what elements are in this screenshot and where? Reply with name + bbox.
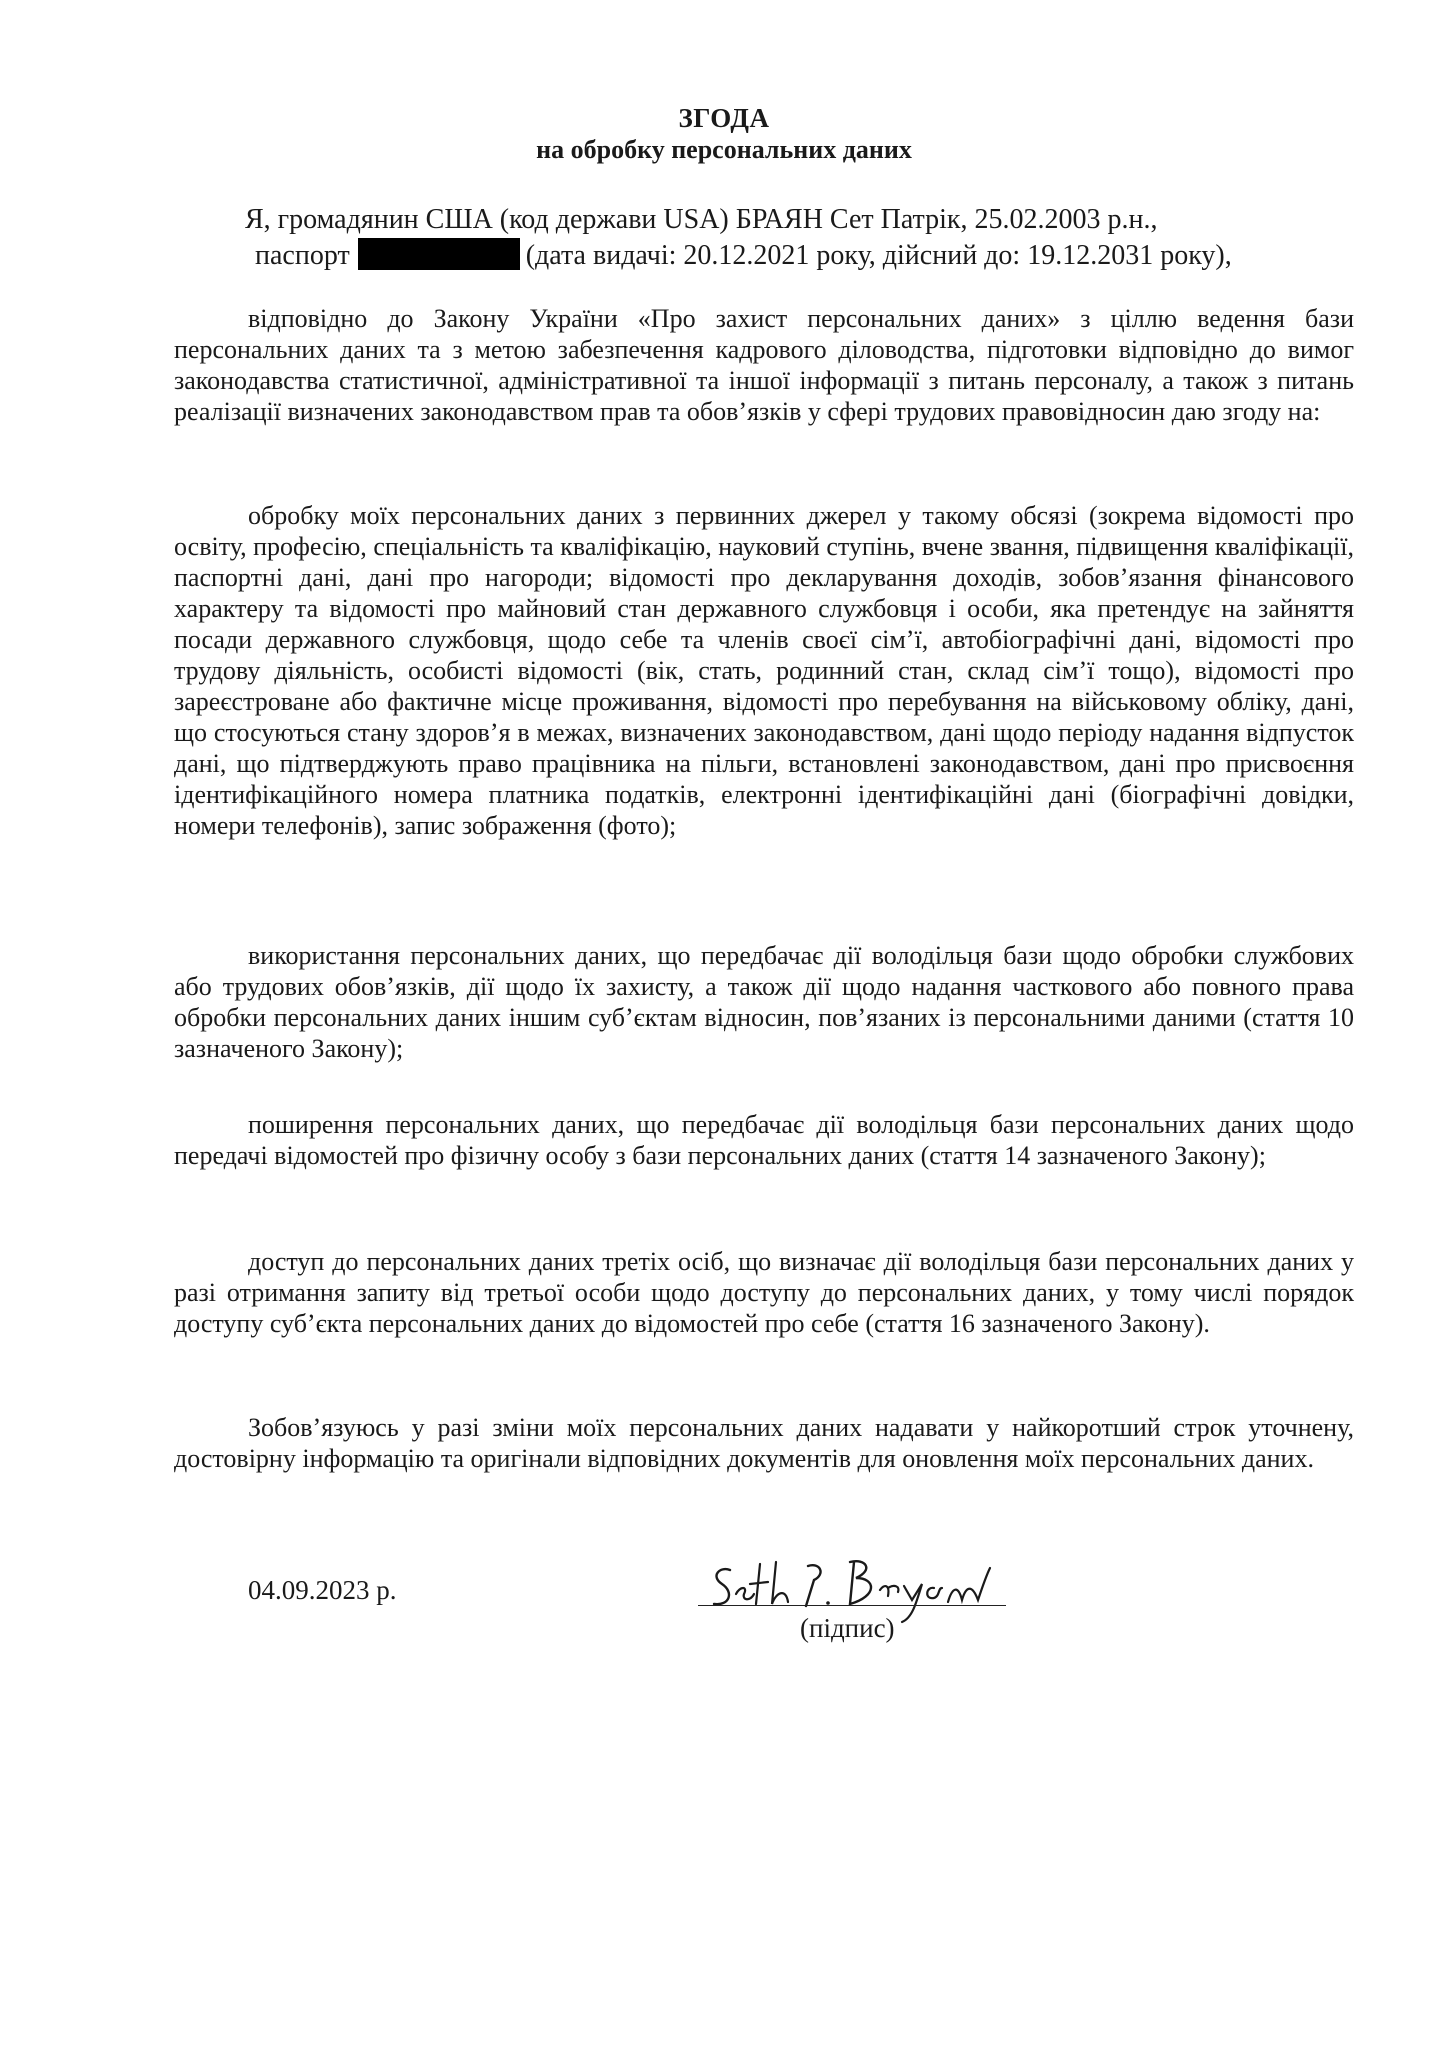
paragraph-usage: використання персональних даних, що передбачає дії володільця бази щодо обробки службових або трудових обов’язків, дії щодо їх захисту, а також дії щодо надання часткового або повного права обробки персональних даних іншим суб’єктам відносин, пов’язаних із персональними даними (стаття 10 зазначеного Закону);	[174, 941, 1354, 1063]
redacted-passport-number	[358, 238, 520, 270]
signature-line	[698, 1605, 1006, 1606]
paragraph-distribution: поширення персональних даних, що передбачає дії володільця бази персональних даних щодо передачі відомостей про фізичну особу з бази персональних даних (стаття 14 зазначеного Закону);	[174, 1110, 1354, 1170]
paragraph-processing: обробку моїх персональних даних з первинних джерел у такому обсязі (зокрема відомості про освіту, професію, спеціальність та кваліфікацію, науковий ступінь, вчене звання, підвищення кваліфікації, паспортні дані, дані про нагороди; відомості про декларування доходів, зобов’язання фінансового характеру та відомості про майновий стан державного службовця і особи, яка претендує на зайняття посади державного службовця, щодо себе та членів своєї сім’ї, автобіографічні дані, відомості про трудову діяльність, особисті відомості (вік, стать, родинний стан, склад сім’ї тощо), відомості про зареєстроване або фактичне місце проживання, відомості про перебування на військовому обліку, дані, що стосуються стану здоров’я в межах, визначених законодавством, дані щодо періоду надання відпусток дані, що підтверджують право працівника на пільги, встановлені законодавством, дані про присвоєння ідентифікаційного номера платника податків, електронні ідентифікаційні дані (біографічні довідки, номери телефонів), запис зображення (фото);	[174, 501, 1354, 840]
intro-line-1: Я, громадянин США (код держави USA) БРАЯН Сет Патрік, 25.02.2003 р.н.,	[245, 204, 1158, 235]
intro-line-2	[255, 238, 1355, 274]
passport-dates: (дата видачі: 20.12.2021 року, дійсний до: 19.12.2031 року),	[525, 240, 1232, 271]
paragraph-obligation: Зобов’язуюсь у разі зміни моїх персональних даних надавати у найкоротший строк уточнену, достовірну інформацію та оригінали відповідних документів для оновлення моїх персональних даних.	[174, 1413, 1354, 1473]
document-date: 04.09.2023 р.	[248, 1575, 397, 1605]
paragraph-third-party-access: доступ до персональних даних третіх осіб, що визначає дії володільця бази персональних даних у разі отримання запиту від третьої особи щодо доступу до персональних даних, у тому числі порядок доступу суб’єкта персональних даних до відомостей про себе (стаття 16 зазначеного Закону).	[174, 1247, 1354, 1338]
paragraph-purpose: відповідно до Закону України «Про захист персональних даних» з ціллю ведення бази персональних даних та з метою забезпечення кадрового діловодства, підготовки відповідно до вимог законодавства статистичної, адміністративної та іншої інформації з питань персоналу, а також з питань реалізації визначених законодавством прав та обов’язків у сфері трудових правовідносин даю згоду на:	[174, 304, 1354, 426]
document-title: ЗГОДА	[678, 103, 770, 133]
passport-label: паспорт	[255, 240, 350, 271]
signature-caption: (підпис)	[800, 1613, 895, 1643]
document-subtitle: на обробку персональних даних	[536, 135, 912, 164]
